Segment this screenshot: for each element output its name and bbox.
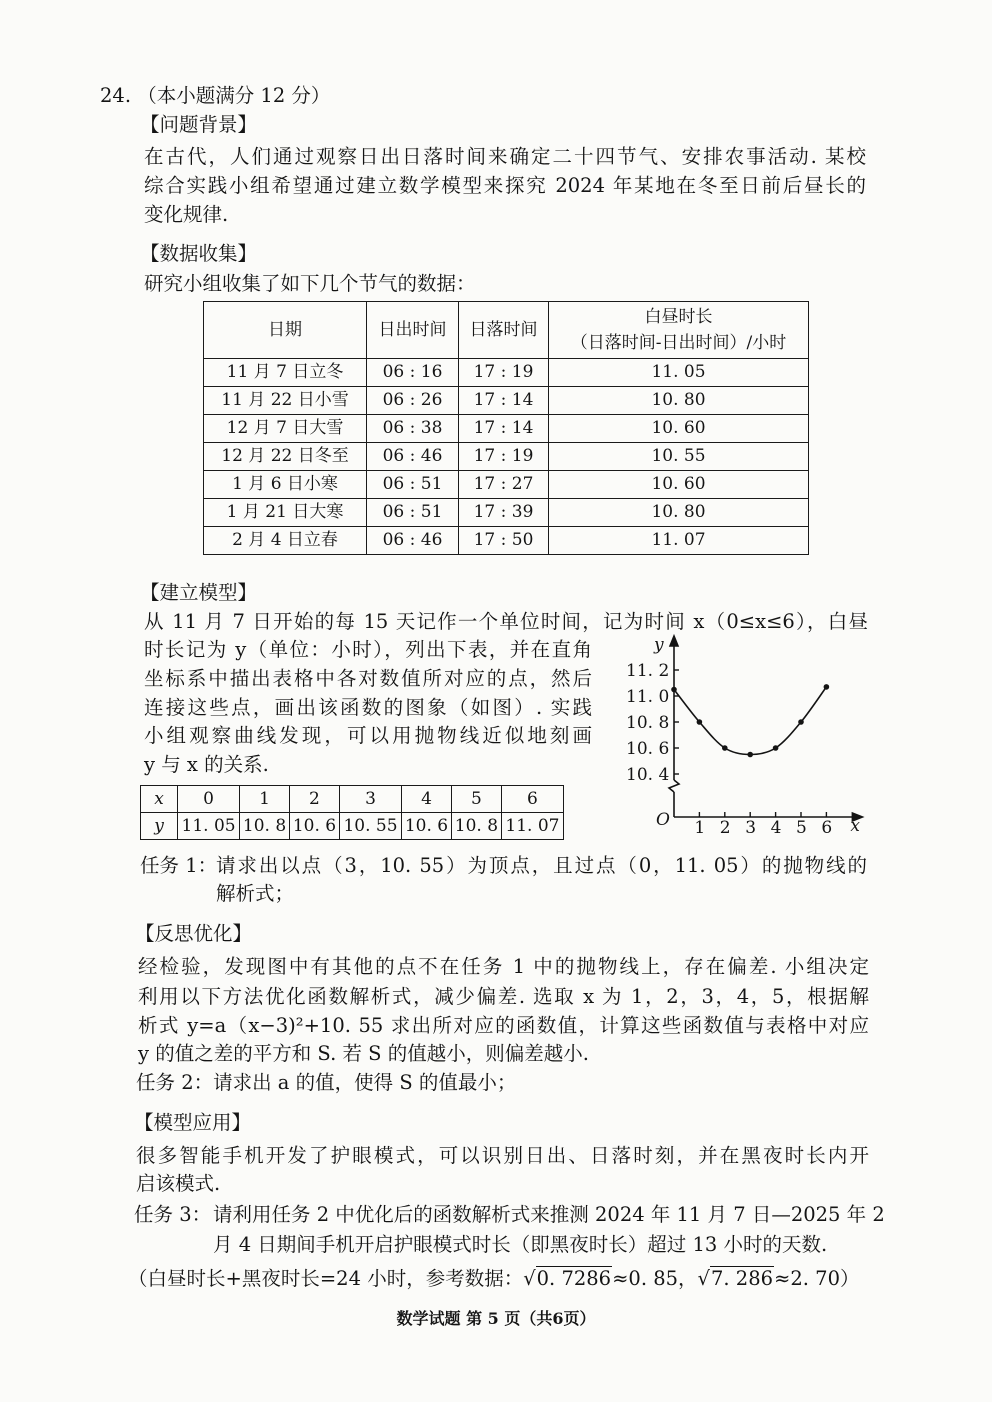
y-value-cell: 10. 6 <box>290 813 340 840</box>
task3-line-1: 请利用任务 2 中优化后的函数解析式来推测 2024 年 11 月 7 日—2025 年 2 <box>213 1203 885 1226</box>
sqrt-radicand-1: 0. 7286 <box>536 1267 612 1290</box>
reflection-line-3: 析式 y=a（x−3)²+10. 55 求出所对应的函数值，计算这些函数值与表格中对应 <box>138 1014 869 1037</box>
reference-data <box>128 1265 859 1292</box>
reference-prefix: （白昼时长+黑夜时长=24 小时，参考数据： <box>128 1267 524 1290</box>
cell-date: 12 月 7 日大雪 <box>204 415 367 443</box>
collection-heading: 【数据收集】 <box>140 242 258 265</box>
reflection-line-2: 利用以下方法优化函数解析式，减少偏差. 选取 x 为 1，2，3，4，5，根据解 <box>138 985 869 1008</box>
xy-row-x <box>141 786 564 813</box>
application-line-2: 启该模式. <box>136 1172 221 1195</box>
collection-intro: 研究小组收集了如下几个节气的数据： <box>144 272 476 295</box>
y-value-cell: 10. 6 <box>402 813 452 840</box>
cell-daylength: 10. 55 <box>549 443 809 471</box>
cell-sunset: 17 : 14 <box>459 415 549 443</box>
cell-sunrise: 06 : 46 <box>367 443 459 471</box>
data-curve <box>674 687 826 755</box>
x-value-cell: 5 <box>451 786 501 813</box>
cell-date: 1 月 6 日小寒 <box>204 471 367 499</box>
task1-line-2: 解析式； <box>216 882 295 905</box>
y-axis-label: y <box>654 635 664 655</box>
y-value-cell: 11. 05 <box>178 813 240 840</box>
task1-label: 任务 1： <box>140 854 218 877</box>
data-point <box>697 719 703 725</box>
y-label: y <box>141 813 178 840</box>
x-value-cell: 6 <box>501 786 563 813</box>
table-row <box>204 387 809 415</box>
application-heading: 【模型应用】 <box>134 1111 252 1134</box>
xy-table <box>140 785 564 840</box>
parabola-chart <box>612 630 872 840</box>
reflection-line-1: 经检验，发现图中有其他的点不在任务 1 中的抛物线上，存在偏差. 小组决定 <box>138 955 869 978</box>
table-row <box>204 443 809 471</box>
data-point <box>798 719 804 725</box>
x-value-cell: 3 <box>339 786 401 813</box>
cell-sunset: 17 : 50 <box>459 527 549 555</box>
y-value-cell: 11. 07 <box>501 813 563 840</box>
data-point <box>773 745 779 751</box>
cell-sunrise: 06 : 38 <box>367 415 459 443</box>
question-number: 24. <box>100 84 132 107</box>
task3-line-2: 月 4 日期间手机开启护眼模式时长（即黑夜时长）超过 13 小时的天数. <box>213 1233 828 1256</box>
x-tick-label: 2 <box>719 818 731 838</box>
x-tick-label: 4 <box>770 818 782 838</box>
header-daylength <box>549 302 809 359</box>
model-line-2: 时长记为 y（单位：小时），列出下表，并在直角 <box>144 638 592 661</box>
data-point <box>671 687 677 693</box>
cell-date: 12 月 22 日冬至 <box>204 443 367 471</box>
cell-date: 1 月 21 日大寒 <box>204 499 367 527</box>
cell-sunset: 17 : 27 <box>459 471 549 499</box>
cell-sunset: 17 : 39 <box>459 499 549 527</box>
cell-date: 2 月 4 日立春 <box>204 527 367 555</box>
sqrt-expression-1: √0. 7286 <box>523 1267 612 1290</box>
table-row <box>204 527 809 555</box>
question-header <box>100 82 330 109</box>
header-sunset: 日落时间 <box>459 302 549 359</box>
reflection-line-4: y 的值之差的平方和 S. 若 S 的值越小，则偏差越小. <box>138 1042 589 1065</box>
y-tick-label: 10. 8 <box>626 713 670 733</box>
model-line-4: 连接这些点，画出该函数的图象（如图）. 实践 <box>144 696 592 719</box>
data-point <box>747 752 753 758</box>
cell-date: 11 月 22 日小雪 <box>204 387 367 415</box>
model-line-6: y 与 x 的关系. <box>144 753 269 776</box>
page-footer: 数学试题 第 5 页（共6页） <box>396 1309 596 1328</box>
cell-sunset: 17 : 19 <box>459 359 549 387</box>
y-value-cell: 10. 55 <box>339 813 401 840</box>
cell-sunset: 17 : 19 <box>459 443 549 471</box>
x-tick-label: 1 <box>694 818 706 838</box>
x-value-cell: 1 <box>240 786 290 813</box>
data-point <box>722 745 728 751</box>
table-row <box>204 415 809 443</box>
cell-daylength: 11. 07 <box>549 527 809 555</box>
cell-daylength: 11. 05 <box>549 359 809 387</box>
x-value-cell: 4 <box>402 786 452 813</box>
task1-line-1: 请求出以点（3，10. 55）为顶点，且过点（0，11. 05）的抛物线的 <box>216 854 867 877</box>
cell-date: 11 月 7 日立冬 <box>204 359 367 387</box>
application-line-1: 很多智能手机开发了护眼模式，可以识别日出、日落时刻，并在黑夜时长内开 <box>136 1144 869 1167</box>
reflection-heading: 【反思优化】 <box>135 922 253 945</box>
header-daylength-title: 白昼时长 <box>644 307 713 327</box>
background-line-2: 综合实践小组希望通过建立数学模型来探究 2024 年某地在冬至日前后昼长的 <box>144 174 866 197</box>
table-row <box>204 471 809 499</box>
x-value-cell: 0 <box>178 786 240 813</box>
cell-sunset: 17 : 14 <box>459 387 549 415</box>
cell-sunrise: 06 : 51 <box>367 499 459 527</box>
background-line-1: 在古代，人们通过观察日出日落时间来确定二十四节气、安排农事活动. 某校 <box>144 145 866 168</box>
model-line-1: 从 11 月 7 日开始的每 15 天记作一个单位时间，记为时间 x（0≤x≤6），白昼 <box>144 610 868 633</box>
solar-terms-table <box>203 301 809 555</box>
y-tick-label: 10. 6 <box>626 739 670 759</box>
xy-row-y <box>141 813 564 840</box>
cell-sunrise: 06 : 26 <box>367 387 459 415</box>
question-points: （本小题满分 12 分） <box>137 84 331 107</box>
background-line-3: 变化规律. <box>144 203 229 226</box>
table-row <box>204 359 809 387</box>
y-tick-label: 10. 4 <box>626 765 670 785</box>
model-line-5: 小组观察曲线发现，可以用抛物线近似地刻画 <box>144 724 592 747</box>
x-label: x <box>141 786 178 813</box>
cell-sunrise: 06 : 46 <box>367 527 459 555</box>
x-tick-label: 6 <box>821 818 833 838</box>
model-heading: 【建立模型】 <box>140 581 258 604</box>
reference-mid: ≈0. 85， <box>612 1267 698 1290</box>
y-tick-label: 11. 0 <box>626 687 670 707</box>
cell-sunrise: 06 : 16 <box>367 359 459 387</box>
data-point <box>824 684 830 690</box>
cell-daylength: 10. 60 <box>549 471 809 499</box>
header-daylength-formula: （日落时间-日出时间）/小时 <box>570 333 787 353</box>
task2: 任务 2：请求出 a 的值，使得 S 的值最小； <box>136 1071 517 1094</box>
background-heading: 【问题背景】 <box>140 113 258 136</box>
task3-label: 任务 3： <box>134 1203 212 1226</box>
y-value-cell: 10. 8 <box>451 813 501 840</box>
reference-suffix: ≈2. 70） <box>774 1267 860 1290</box>
model-line-3: 坐标系中描出表格中各对数值所对应的点，然后 <box>144 667 592 690</box>
x-tick-label: 5 <box>796 818 807 838</box>
x-tick-label: 3 <box>745 818 757 838</box>
sqrt-radicand-2: 7. 286 <box>710 1267 774 1290</box>
table-header-row <box>204 302 809 359</box>
x-axis-label: x <box>850 816 860 836</box>
cell-sunrise: 06 : 51 <box>367 471 459 499</box>
origin-label: O <box>656 810 670 830</box>
x-value-cell: 2 <box>290 786 340 813</box>
header-date: 日期 <box>204 302 367 359</box>
header-sunrise: 日出时间 <box>367 302 459 359</box>
table-row <box>204 499 809 527</box>
y-axis-arrow <box>670 636 678 646</box>
y-value-cell: 10. 8 <box>240 813 290 840</box>
cell-daylength: 10. 60 <box>549 415 809 443</box>
y-axis-break <box>669 780 679 792</box>
cell-daylength: 10. 80 <box>549 499 809 527</box>
cell-daylength: 10. 80 <box>549 387 809 415</box>
y-tick-label: 11. 2 <box>626 661 670 681</box>
sqrt-expression-2: √7. 286 <box>697 1267 774 1290</box>
